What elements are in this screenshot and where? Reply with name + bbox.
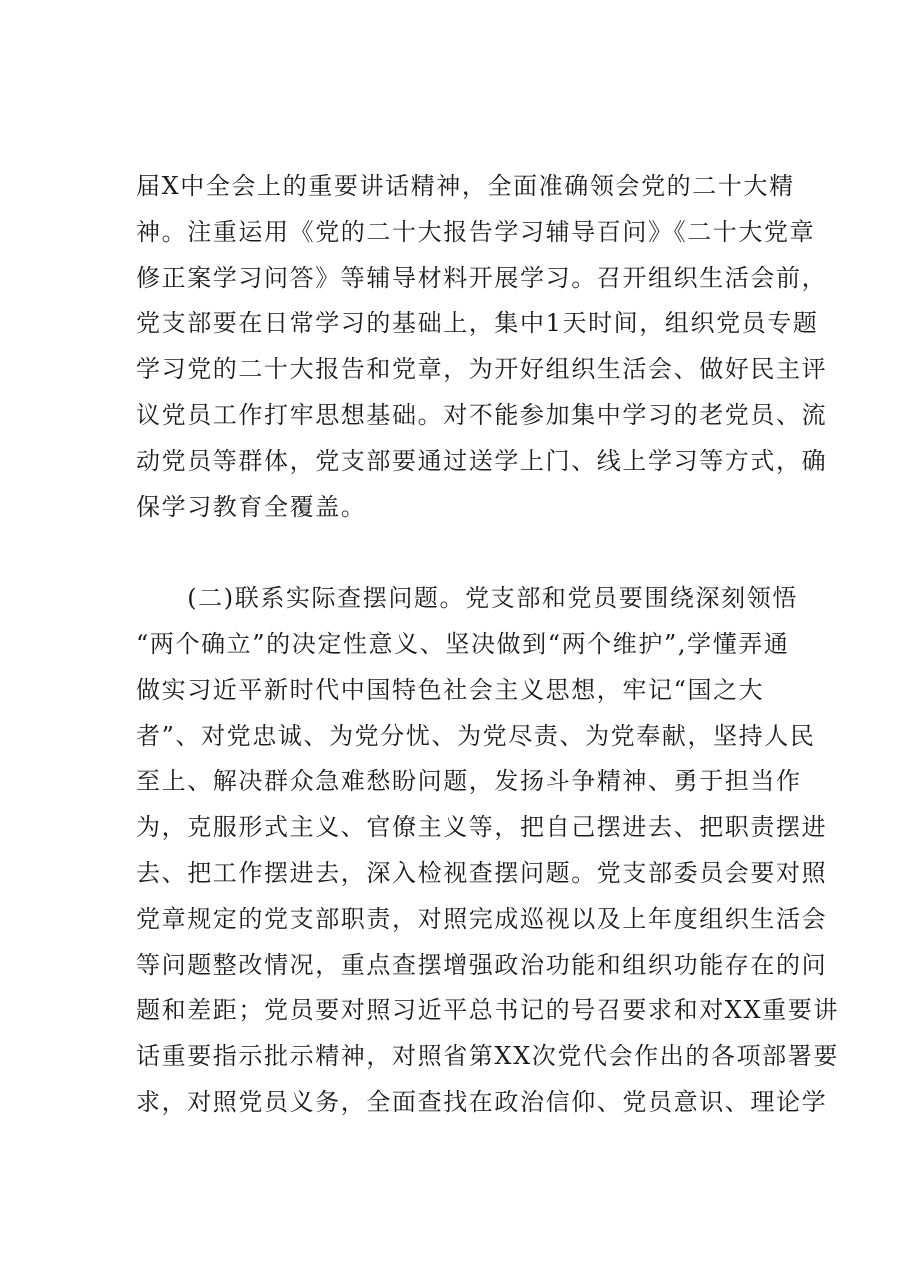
- text-line: 至上、解决群众急难愁盼问题，发扬斗争精神、勇于担当作: [136, 767, 802, 796]
- text-line: 党章规定的党支部职责，对照完成巡视以及上年度组织生活会: [136, 904, 828, 933]
- document-body: [136, 164, 839, 1126]
- text-line: 题和差距；党员要对照习近平总书记的号召要求和对XX重要讲: [136, 996, 839, 1025]
- text-line: 议党员工作打牢思想基础。对不能参加集中学习的老党员、流: [136, 400, 828, 429]
- text-line: 动党员等群体，党支部要通过送学上门、线上学习等方式，确: [136, 446, 828, 475]
- text-line: 话重要指示批示精神，对照省第XX次党代会作出的各项部署要: [136, 1042, 839, 1071]
- text-line: 学习党的二十大报告和党章，为开好组织生活会、做好民主评: [136, 355, 828, 384]
- text-line: “两个确立”的决定性意义、坚决做到“两个维护”,学懂弄通: [136, 629, 790, 658]
- paragraph-gap: [136, 530, 796, 576]
- paragraph-1: [136, 164, 828, 530]
- paragraph-2: [136, 576, 839, 1126]
- text-line: 者”、对党忠诚、为党分忧、为党尽责、为党奉献，坚持人民: [136, 721, 816, 750]
- text-line: 神。注重运用《党的二十大报告学习辅导百问》《二十大党章: [136, 217, 816, 246]
- text-line: (二)联系实际查摆问题。党支部和党员要围绕深刻领悟: [136, 584, 798, 613]
- text-line: 修正案学习问答》等辅导材料开展学习。召开组织生活会前，: [136, 263, 828, 292]
- text-line: 保学习教育全覆盖。: [136, 492, 367, 521]
- text-line: 求，对照党员义务，全面查找在政治信仰、党员意识、理论学: [136, 1087, 828, 1116]
- text-line: 去、把工作摆进去，深入检视查摆问题。党支部委员会要对照: [136, 858, 828, 887]
- text-line: 为，克服形式主义、官僚主义等，把自己摆进去、把职责摆进: [136, 813, 828, 842]
- text-line: 届X中全会上的重要讲话精神，全面准确领会党的二十大精: [136, 172, 795, 200]
- text-line: 等问题整改情况，重点查摆增强政治功能和组织功能存在的问: [136, 950, 828, 979]
- text-line: 党支部要在日常学习的基础上，集中1天时间，组织党员专题: [136, 309, 819, 338]
- text-line: 做实习近平新时代中国特色社会主义思想，牢记“国之大: [136, 675, 765, 704]
